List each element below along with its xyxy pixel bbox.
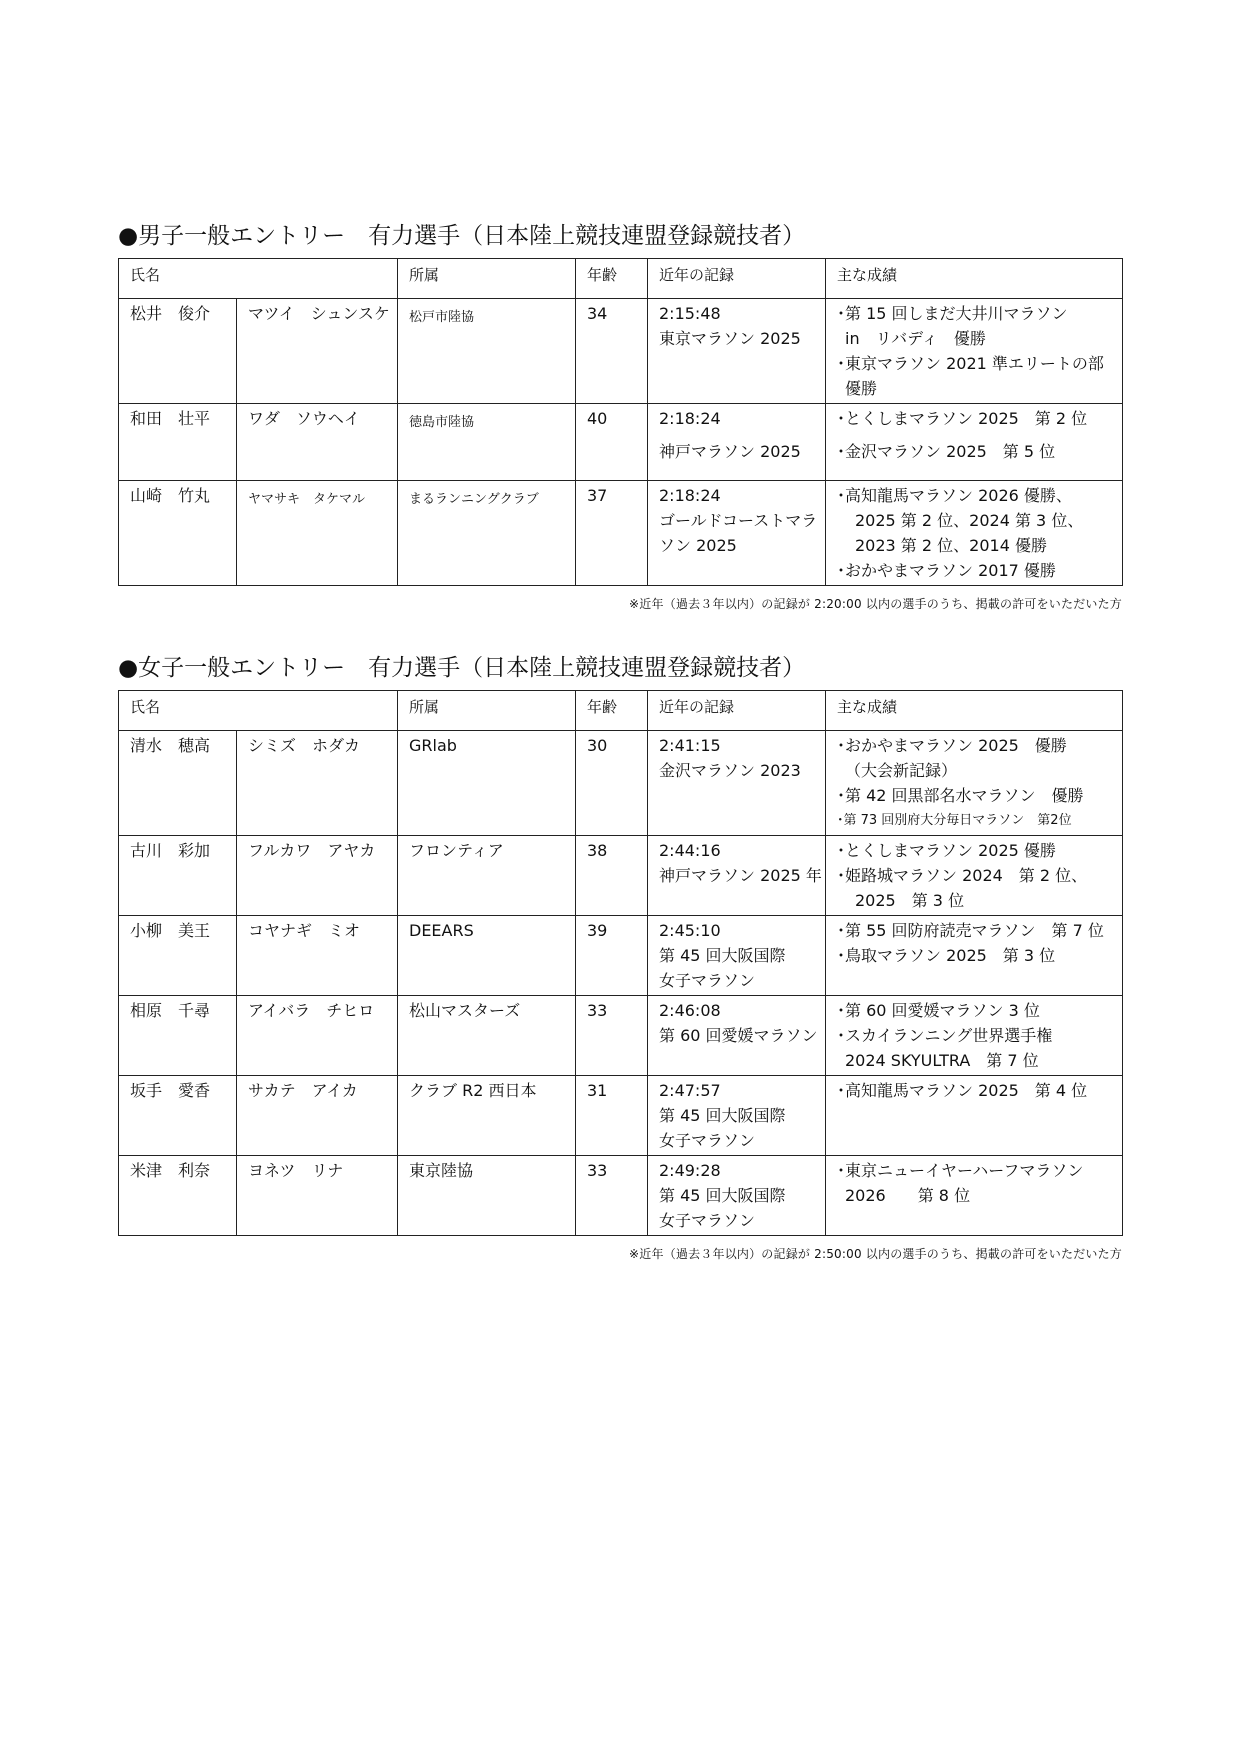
record-race: ゴールドコーストマラ (659, 511, 818, 530)
athlete-record (648, 481, 826, 586)
table-row (119, 836, 1123, 916)
record-time: 2:46:08 (659, 1001, 721, 1020)
women-section-title: ●女子一般エントリー 有力選手（日本陸上競技連盟登録競技者） (118, 655, 806, 681)
athlete-affiliation: 松山マスターズ (398, 996, 576, 1076)
record-time: 2:18:24 (659, 486, 721, 505)
athlete-record (648, 836, 826, 916)
men-section-title: ●男子一般エントリー 有力選手（日本陸上競技連盟登録競技者） (118, 223, 806, 249)
athlete-record (648, 1076, 826, 1156)
header-age: 年齢 (576, 259, 648, 299)
achievement-line: in リバディ 優勝 (845, 329, 986, 348)
athlete-achievements (826, 404, 1123, 481)
athlete-kana: サカテ アイカ (237, 1076, 398, 1156)
achievement-line: （大会新記録） (845, 761, 958, 780)
athlete-age: 33 (576, 996, 648, 1076)
record-race: 第 45 回大阪国際 (659, 946, 786, 965)
athlete-affiliation: DEEARS (398, 916, 576, 996)
athlete-record (648, 404, 826, 481)
achievement-line: ･東京ニューイヤーハーフマラソン (837, 1161, 1084, 1180)
record-time: 2:45:10 (659, 921, 721, 940)
athlete-achievements (826, 1156, 1123, 1236)
athlete-kana: フルカワ アヤカ (237, 836, 398, 916)
men-section (118, 220, 1122, 614)
table-row (119, 1156, 1123, 1236)
achievement-line: ･東京マラソン 2021 準エリートの部 (837, 354, 1104, 373)
achievement-line: 優勝 (845, 379, 878, 398)
athlete-age: 38 (576, 836, 648, 916)
header-age: 年齢 (576, 691, 648, 731)
record-race: 女子マラソン (659, 1211, 756, 1230)
header-affiliation: 所属 (398, 691, 576, 731)
athlete-age: 33 (576, 1156, 648, 1236)
table-row (119, 731, 1123, 836)
men-header-row (119, 259, 1123, 299)
achievement-line: ･第 42 回黒部名水マラソン 優勝 (837, 786, 1084, 805)
table-row (119, 916, 1123, 996)
athlete-affiliation: クラブ R2 西日本 (398, 1076, 576, 1156)
achievement-line: ･スカイランニング世界選手権 (837, 1026, 1053, 1045)
athlete-age: 39 (576, 916, 648, 996)
athlete-achievements (826, 299, 1123, 404)
athlete-record (648, 299, 826, 404)
athlete-affiliation: フロンティア (398, 836, 576, 916)
athlete-name: 山崎 竹丸 (119, 481, 237, 586)
header-affiliation: 所属 (398, 259, 576, 299)
athlete-age: 34 (576, 299, 648, 404)
table-row (119, 299, 1123, 404)
athlete-age: 40 (576, 404, 648, 481)
athlete-kana: ヤマサキ タケマル (237, 481, 398, 586)
achievement-line: ･おかやまマラソン 2017 優勝 (837, 561, 1056, 580)
athlete-achievements (826, 916, 1123, 996)
achievement-line: 2023 第 2 位、2014 優勝 (855, 536, 1047, 555)
athlete-achievements (826, 1076, 1123, 1156)
women-table (118, 690, 1123, 1236)
record-race: 女子マラソン (659, 971, 756, 990)
header-achievements: 主な成績 (826, 691, 1123, 731)
record-race: 女子マラソン (659, 1131, 756, 1150)
record-race: 神戸マラソン 2025 年 (659, 866, 822, 885)
record-race: ソン 2025 (659, 536, 737, 555)
athlete-kana: ワダ ソウヘイ (237, 404, 398, 481)
header-achievements: 主な成績 (826, 259, 1123, 299)
record-race: 金沢マラソン 2023 (659, 761, 801, 780)
achievement-line: ･第 73 回別府大分毎日マラソン 第2位 (837, 813, 1072, 828)
record-time: 2:49:28 (659, 1161, 721, 1180)
achievement-line: ･とくしまマラソン 2025 優勝 (837, 841, 1056, 860)
athlete-achievements (826, 481, 1123, 586)
record-time: 2:47:57 (659, 1081, 721, 1100)
athlete-record (648, 996, 826, 1076)
achievement-line: ･第 15 回しまだ大井川マラソン (837, 304, 1068, 323)
achievement-line: ･高知龍馬マラソン 2026 優勝、 (837, 486, 1072, 505)
record-time: 2:44:16 (659, 841, 721, 860)
achievement-line: ･鳥取マラソン 2025 第 3 位 (837, 946, 1056, 965)
header-record: 近年の記録 (648, 691, 826, 731)
athlete-kana: マツイ シュンスケ (237, 299, 398, 404)
women-criteria-note: ※近年（過去３年以内）の記録が 2:50:00 以内の選手のうち、掲載の許可をいただいた方 (629, 1247, 1122, 1261)
record-race: 第 45 回大阪国際 (659, 1186, 786, 1205)
achievement-line: ･おかやまマラソン 2025 優勝 (837, 736, 1067, 755)
record-race: 第 45 回大阪国際 (659, 1106, 786, 1125)
achievement-line: ･第 55 回防府読売マラソン 第 7 位 (837, 921, 1104, 940)
record-race: 第 60 回愛媛マラソン (659, 1026, 818, 1045)
achievement-line: 2024 SKYULTRA 第 7 位 (845, 1051, 1039, 1070)
athlete-kana: アイバラ チヒロ (237, 996, 398, 1076)
athlete-achievements (826, 836, 1123, 916)
men-criteria-note: ※近年（過去３年以内）の記録が 2:20:00 以内の選手のうち、掲載の許可をいただいた方 (629, 597, 1122, 611)
athlete-affiliation: 松戸市陸協 (398, 299, 576, 404)
athlete-record (648, 731, 826, 836)
table-row (119, 1076, 1123, 1156)
women-header-row (119, 691, 1123, 731)
athlete-achievements (826, 731, 1123, 836)
women-section (118, 652, 1122, 1264)
men-table (118, 258, 1123, 586)
athlete-age: 37 (576, 481, 648, 586)
achievement-line: ･姫路城マラソン 2024 第 2 位、 (837, 866, 1088, 885)
athlete-affiliation: 東京陸協 (398, 1156, 576, 1236)
athlete-name: 和田 壮平 (119, 404, 237, 481)
table-row (119, 481, 1123, 586)
athlete-kana: シミズ ホダカ (237, 731, 398, 836)
record-time: 2:41:15 (659, 736, 721, 755)
athlete-achievements (826, 996, 1123, 1076)
header-record: 近年の記録 (648, 259, 826, 299)
achievement-line: 2025 第 3 位 (855, 891, 965, 910)
athlete-name: 坂手 愛香 (119, 1076, 237, 1156)
achievement-line: 2025 第 2 位、2024 第 3 位、 (855, 511, 1084, 530)
athlete-kana: ヨネツ リナ (237, 1156, 398, 1236)
athlete-affiliation: 徳島市陸協 (398, 404, 576, 481)
athlete-affiliation: GRlab (398, 731, 576, 836)
athlete-kana: コヤナギ ミオ (237, 916, 398, 996)
record-race: 神戸マラソン 2025 (659, 442, 801, 461)
achievement-line: ･金沢マラソン 2025 第 5 位 (837, 442, 1056, 461)
achievement-line: ･第 60 回愛媛マラソン 3 位 (837, 1001, 1040, 1020)
header-kana-blank (237, 259, 398, 299)
header-name: 氏名 (119, 259, 237, 299)
athlete-name: 清水 穂高 (119, 731, 237, 836)
record-time: 2:15:48 (659, 304, 721, 323)
header-kana-blank (237, 691, 398, 731)
athlete-record (648, 1156, 826, 1236)
athlete-name: 相原 千尋 (119, 996, 237, 1076)
athlete-name: 松井 俊介 (119, 299, 237, 404)
athlete-name: 米津 利奈 (119, 1156, 237, 1236)
table-row (119, 996, 1123, 1076)
athlete-record (648, 916, 826, 996)
achievement-line: ･高知龍馬マラソン 2025 第 4 位 (837, 1081, 1088, 1100)
athlete-age: 30 (576, 731, 648, 836)
table-row (119, 404, 1123, 481)
athlete-affiliation: まるランニングクラブ (398, 481, 576, 586)
record-time: 2:18:24 (659, 409, 721, 428)
header-name: 氏名 (119, 691, 237, 731)
record-race: 東京マラソン 2025 (659, 329, 801, 348)
achievement-line: 2026 第 8 位 (845, 1186, 971, 1205)
athlete-name: 小柳 美王 (119, 916, 237, 996)
athlete-age: 31 (576, 1076, 648, 1156)
achievement-line: ･とくしまマラソン 2025 第 2 位 (837, 409, 1088, 428)
athlete-name: 古川 彩加 (119, 836, 237, 916)
